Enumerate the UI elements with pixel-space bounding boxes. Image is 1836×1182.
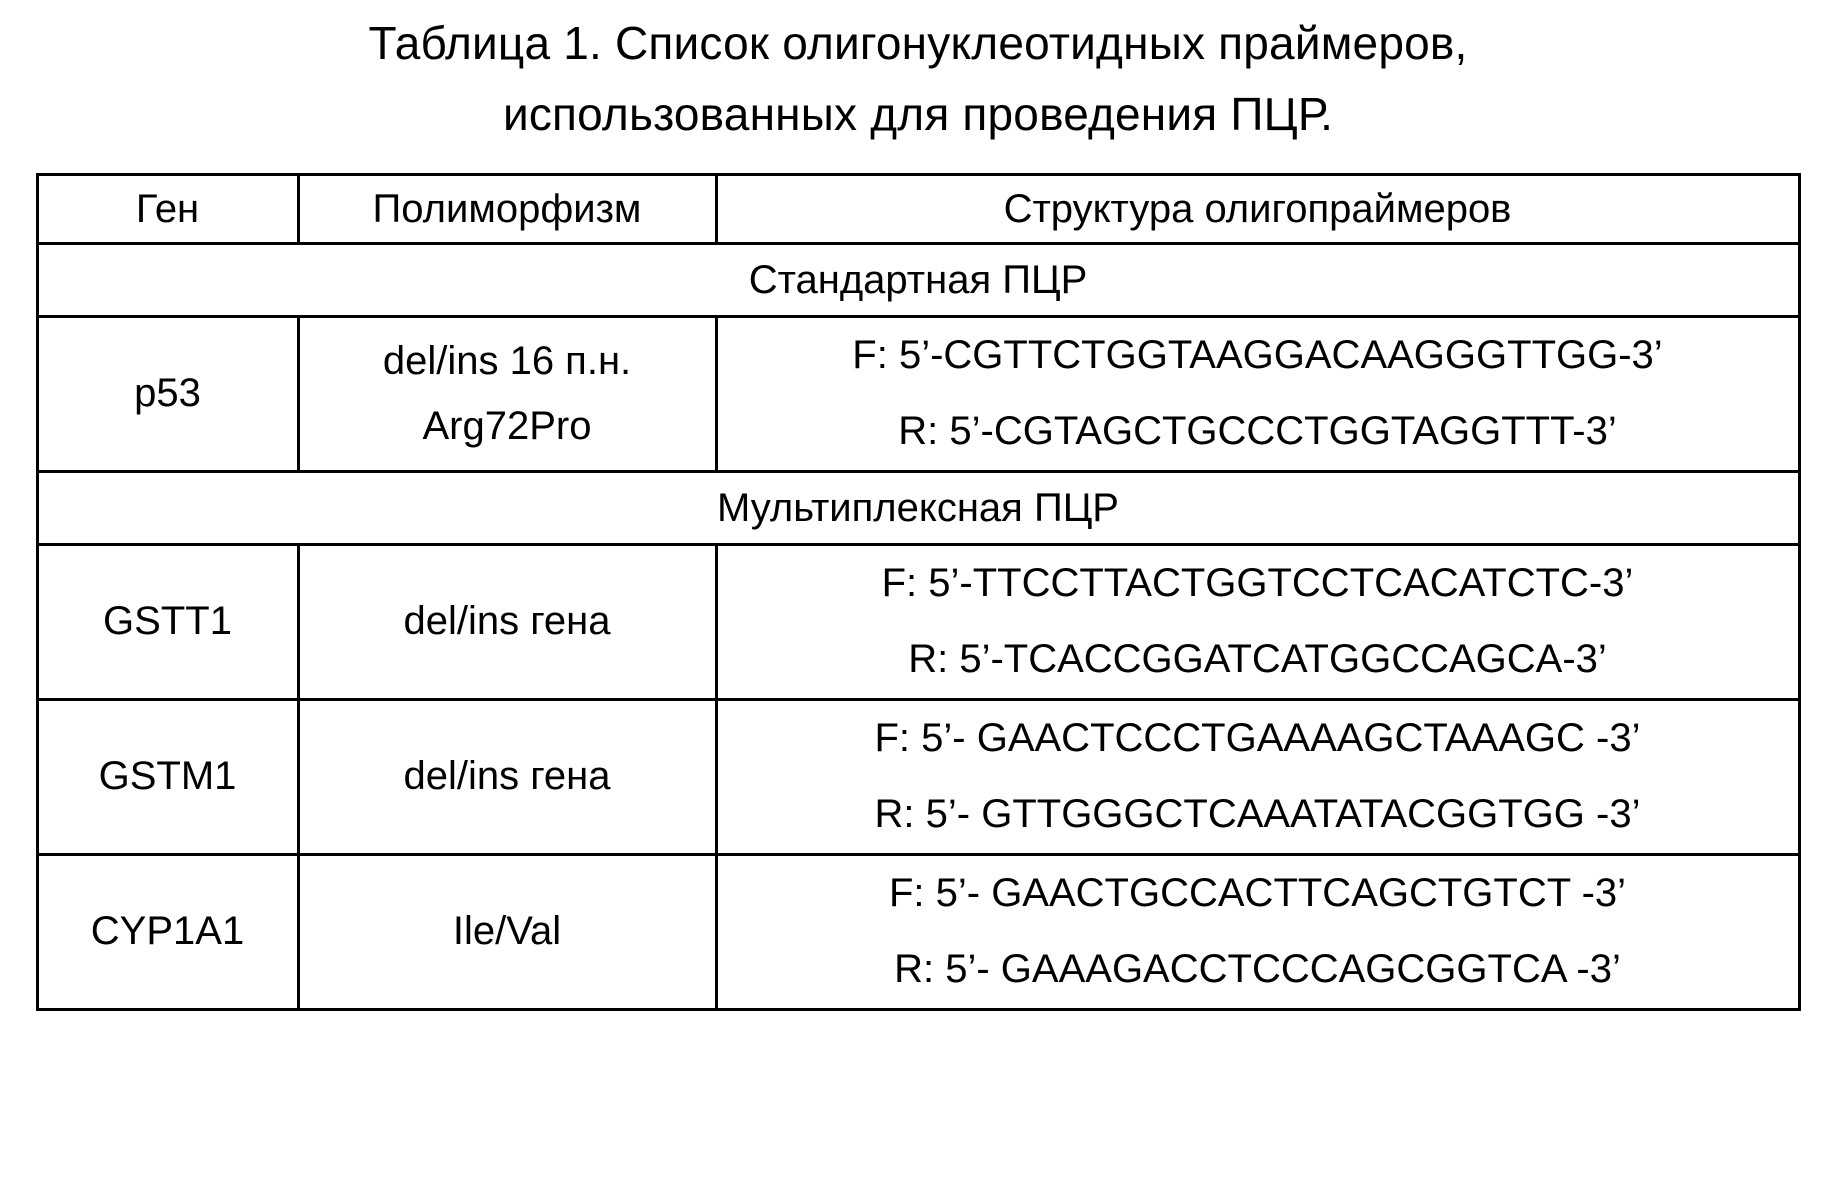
- header-polymorphism: Полиморфизм: [298, 174, 716, 243]
- cell-primer-forward: F: 5’-TTCCTTACTGGTCCTCACATCTC-3’: [716, 544, 1799, 622]
- cell-gene: GSTT1: [37, 544, 298, 699]
- cell-primer-forward: F: 5’- GAACTGCCACTTCAGCTGTCT -3’: [716, 854, 1799, 932]
- section-header-row: [37, 243, 1799, 316]
- section-title-standard: Стандартная ПЦР: [37, 243, 1799, 316]
- cell-gene: GSTM1: [37, 699, 298, 854]
- table-row: [37, 316, 1799, 394]
- cell-polymorphism-line-1: del/ins 16 п.н.: [382, 338, 632, 383]
- caption-line-2: использованных для проведения ПЦР.: [502, 88, 1334, 141]
- cell-primer-reverse: R: 5’-TCACCGGATCATGGCCAGCA-3’: [716, 622, 1799, 700]
- cell-polymorphism: del/ins гена: [298, 544, 716, 699]
- cell-polymorphism: [298, 316, 716, 471]
- cell-gene: p53: [37, 316, 298, 471]
- caption-line-1: Таблица 1. Список олигонуклеотидных праймеров,: [368, 17, 1468, 69]
- cell-polymorphism-line-2: Arg72Pro: [422, 403, 592, 448]
- cell-polymorphism: Ile/Val: [298, 854, 716, 1009]
- table-row: [37, 854, 1799, 932]
- table-header-row: [37, 174, 1799, 243]
- header-structure: Структура олигопраймеров: [716, 174, 1799, 243]
- cell-primer-forward: F: 5’-CGTTCTGGTAAGGACAAGGGTTGG-3’: [716, 316, 1799, 394]
- header-gene: Ген: [37, 174, 298, 243]
- table-header: [37, 174, 1799, 243]
- section-title-multiplex: Мультиплексная ПЦР: [37, 471, 1799, 544]
- primers-table: [36, 173, 1801, 1011]
- table-row: [37, 544, 1799, 622]
- cell-polymorphism: del/ins гена: [298, 699, 716, 854]
- cell-primer-reverse: R: 5’- GAAAGACCTCCCAGCGGTCA -3’: [716, 932, 1799, 1010]
- cell-primer-forward: F: 5’- GAACTCCCTGAAAAGCTAAAGC -3’: [716, 699, 1799, 777]
- table-row: [37, 699, 1799, 777]
- cell-gene: CYP1A1: [37, 854, 298, 1009]
- table-body: [37, 243, 1799, 1009]
- table-caption: [0, 0, 1836, 151]
- section-header-row: [37, 471, 1799, 544]
- cell-primer-reverse: R: 5’- GTTGGGCTCAAATATACGGTGG -3’: [716, 777, 1799, 855]
- cell-primer-reverse: R: 5’-CGTAGCTGCCCTGGTAGGTTT-3’: [716, 394, 1799, 472]
